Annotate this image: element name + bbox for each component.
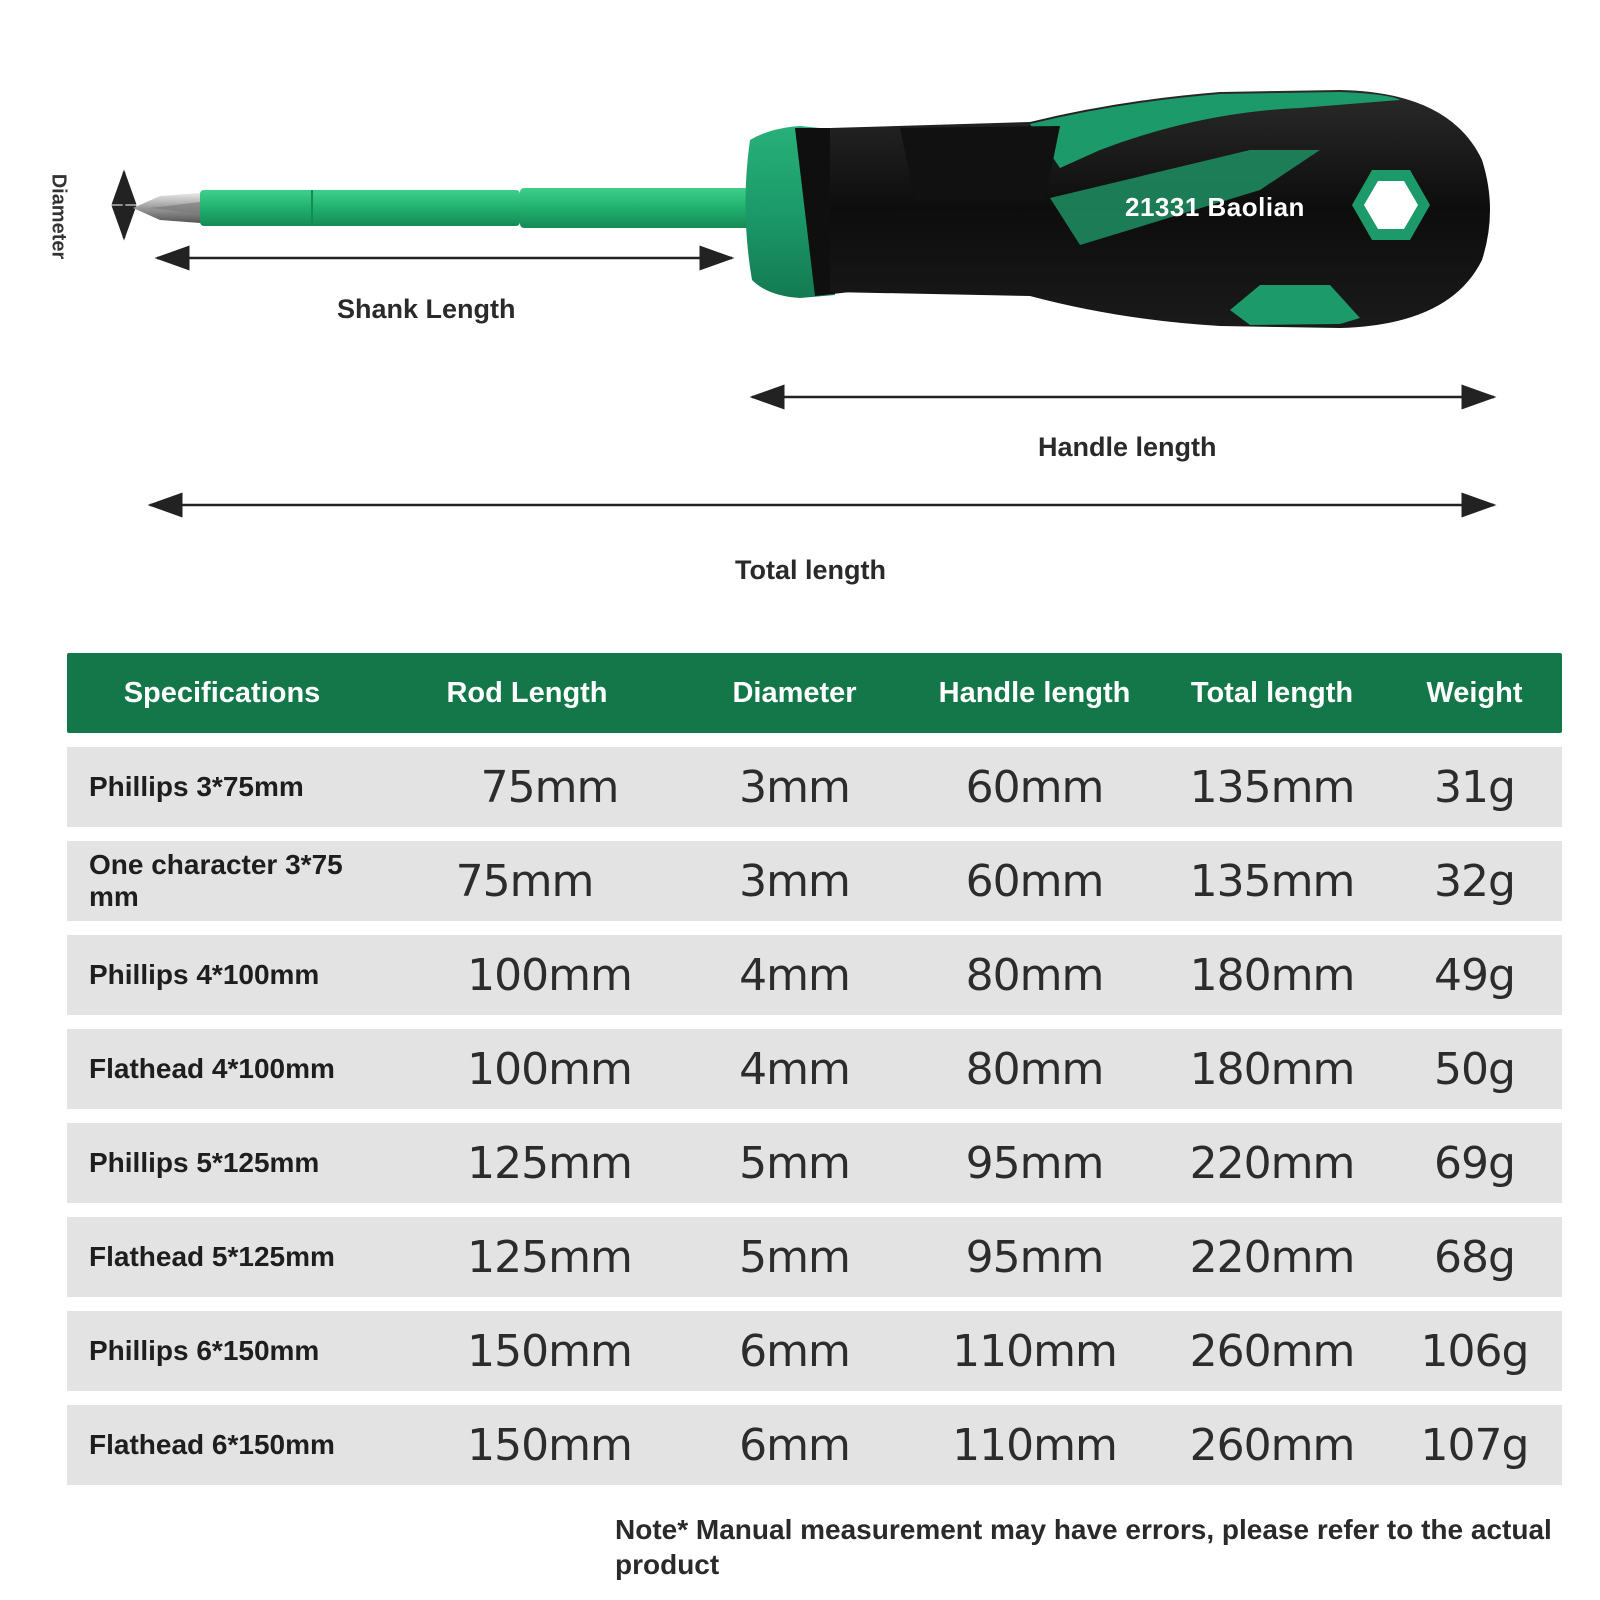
total-length-cell: 180mm (1189, 949, 1355, 1001)
handle-length-cell: 80mm (965, 1043, 1104, 1095)
weight-cell: 49g (1434, 949, 1515, 1001)
weight-cell: 107g (1420, 1419, 1529, 1471)
spec-table (67, 653, 1562, 1485)
rod-length-cell: 125mm (467, 1231, 632, 1283)
total-length-cell: 135mm (1189, 855, 1355, 907)
diameter-cell: 3mm (739, 761, 850, 813)
diameter-cell: 3mm (739, 855, 850, 907)
total-length-cell: 260mm (1189, 1419, 1355, 1471)
spec-cell: Flathead 5*125mm (89, 1240, 335, 1272)
rod-length-cell: 150mm (467, 1325, 632, 1377)
table-row (67, 841, 1562, 921)
diameter-cell: 5mm (739, 1231, 850, 1283)
handle-length-cell: 60mm (965, 761, 1104, 813)
handle-length-cell: 110mm (952, 1325, 1117, 1377)
header-handle-length: Handle length (938, 676, 1131, 709)
diameter-label: Diameter (47, 173, 70, 260)
total-length-cell: 180mm (1189, 1043, 1355, 1095)
handle-length-cell: 80mm (965, 949, 1104, 1001)
screwdriver-illustration (0, 0, 1600, 620)
total-length-label: Total length (735, 555, 886, 585)
spec-cell: Phillips 6*150mm (89, 1334, 320, 1366)
total-length-cell: 260mm (1189, 1325, 1355, 1377)
diameter-cell: 6mm (739, 1325, 850, 1377)
shank-length-label: Shank Length (337, 294, 516, 324)
table-row (67, 935, 1562, 1015)
rod-length-cell: 150mm (467, 1419, 632, 1471)
diameter-cell: 5mm (739, 1137, 850, 1189)
measurement-note: Note* Manual measurement may have errors, please refer to the actual product (615, 1514, 1552, 1580)
weight-cell: 31g (1434, 761, 1515, 813)
header-specifications: Specifications (123, 676, 321, 709)
diameter-cell: 4mm (739, 949, 850, 1001)
table-row (67, 747, 1562, 827)
table-header (67, 653, 1562, 733)
header-total-length: Total length (1190, 676, 1354, 709)
handle-length-label: Handle length (1038, 432, 1217, 462)
rod-length-cell: 100mm (467, 949, 632, 1001)
rod-length-cell: 75mm (480, 761, 619, 813)
weight-cell: 50g (1434, 1043, 1515, 1095)
handle-length-cell: 110mm (952, 1419, 1117, 1471)
handle-length-cell: 60mm (965, 855, 1104, 907)
diameter-cell: 6mm (739, 1419, 850, 1471)
handle-length-cell: 95mm (965, 1231, 1104, 1283)
spec-cell: Flathead 4*100mm (89, 1052, 335, 1084)
brand-text: 21331 Baolian (1125, 192, 1305, 222)
spec-cell: Phillips 4*100mm (89, 958, 320, 990)
table-row (67, 1311, 1562, 1391)
table-row (67, 1123, 1562, 1203)
table-row (67, 1029, 1562, 1109)
screwdriver-shaft (200, 190, 520, 226)
rod-length-cell: 125mm (467, 1137, 632, 1189)
header-rod-length: Rod Length (446, 676, 608, 709)
rod-length-cell: 75mm (455, 855, 594, 907)
weight-cell: 32g (1434, 855, 1515, 907)
weight-cell: 68g (1434, 1231, 1515, 1283)
table-row (67, 1405, 1562, 1485)
spec-cell: Phillips 5*125mm (89, 1146, 320, 1178)
spec-cell: One character 3*75 mm (89, 848, 343, 912)
spec-cell: Flathead 6*150mm (89, 1428, 335, 1460)
screwdriver-diagram (0, 0, 1600, 620)
weight-cell: 69g (1434, 1137, 1515, 1189)
weight-cell: 106g (1420, 1325, 1529, 1377)
total-length-cell: 220mm (1189, 1137, 1355, 1189)
header-weight: Weight (1426, 676, 1523, 709)
total-length-cell: 220mm (1189, 1231, 1355, 1283)
handle-length-cell: 95mm (965, 1137, 1104, 1189)
header-diameter: Diameter (732, 676, 857, 709)
diameter-cell: 4mm (739, 1043, 850, 1095)
table-row (67, 1217, 1562, 1297)
spec-cell: Phillips 3*75mm (89, 770, 304, 802)
total-length-cell: 135mm (1189, 761, 1355, 813)
rod-length-cell: 100mm (467, 1043, 632, 1095)
